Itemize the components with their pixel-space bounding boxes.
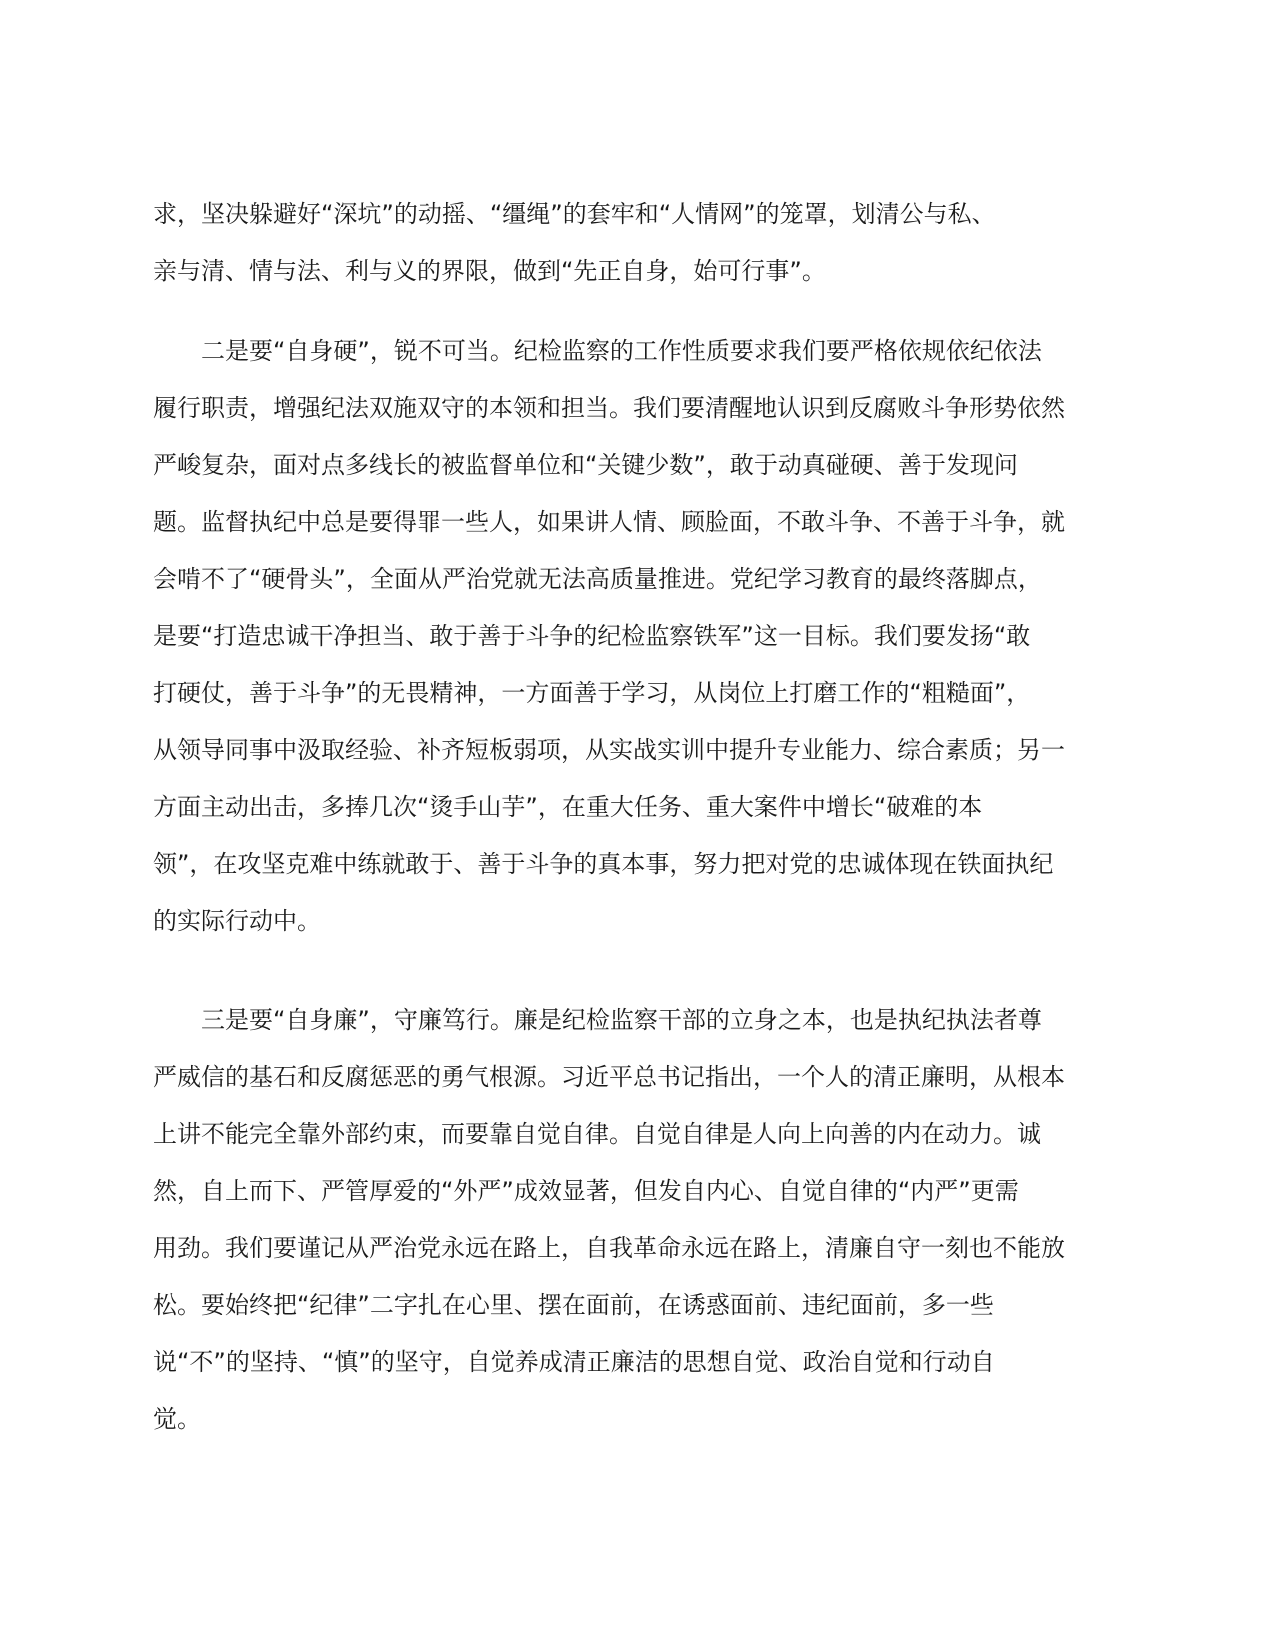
text-line: 说“不”的坚持、“慎”的坚守，自觉养成清正廉洁的思想自觉、政治自觉和行动自 (153, 1348, 995, 1376)
text-line: 是要“打造忠诚干净担当、敢于善于斗争的纪检监察铁军”这一目标。我们要发扬“敢 (153, 622, 1031, 650)
text-line: 二是要“自身硬”，锐不可当。纪检监察的工作性质要求我们要严格依规依纪依法 (153, 337, 1042, 365)
text-line: 亲与清、情与法、利与义的界限，做到“先正自身，始可行事”。 (153, 257, 826, 285)
text-line: 领”，在攻坚克难中练就敢于、善于斗争的真本事，努力把对党的忠诚体现在铁面执纪 (153, 850, 1054, 878)
text-line: 求，坚决躲避好“深坑”的动摇、“缰绳”的套牢和“人情网”的笼罩，划清公与私、 (153, 200, 996, 228)
text-line: 履行职责，增强纪法双施双守的本领和担当。我们要清醒地认识到反腐败斗争形势依然 (153, 394, 1065, 422)
text-line: 会啃不了“硬骨头”，全面从严治党就无法高质量推进。党纪学习教育的最终落脚点， (153, 565, 1042, 593)
text-line: 用劲。我们要谨记从严治党永远在路上，自我革命永远在路上，清廉自守一刻也不能放 (153, 1234, 1065, 1262)
text-line: 的实际行动中。 (153, 907, 321, 935)
text-line: 松。要始终把“纪律”二字扎在心里、摆在面前，在诱惑面前、违纪面前，多一些 (153, 1291, 994, 1319)
paragraph-1 (153, 186, 1113, 300)
text-line: 方面主动出击，多捧几次“烫手山芋”，在重大任务、重大案件中增长“破难的本 (153, 793, 983, 821)
text-line: 然，自上而下、严管厚爱的“外严”成效显著，但发自内心、自觉自律的“内严”更需 (153, 1177, 1019, 1205)
text-line: 打硬仗，善于斗争”的无畏精神，一方面善于学习，从岗位上打磨工作的“粗糙面”， (153, 679, 1031, 707)
paragraph-2 (153, 323, 1113, 950)
text-line: 题。监督执纪中总是要得罪一些人，如果讲人情、顾脸面，不敢斗争、不善于斗争，就 (153, 508, 1065, 536)
text-line: 上讲不能完全靠外部约束，而要靠自觉自律。自觉自律是人向上向善的内在动力。诚 (153, 1120, 1041, 1148)
text-line: 严威信的基石和反腐惩恶的勇气根源。习近平总书记指出，一个人的清正廉明，从根本 (153, 1063, 1065, 1091)
text-line: 从领导同事中汲取经验、补齐短板弱项，从实战实训中提升专业能力、综合素质；另一 (153, 736, 1065, 764)
text-line: 严峻复杂，面对点多线长的被监督单位和“关键少数”，敢于动真碰硬、善于发现问 (153, 451, 1018, 479)
text-line: 觉。 (153, 1405, 201, 1433)
text-line: 三是要“自身廉”，守廉笃行。廉是纪检监察干部的立身之本，也是执纪执法者尊 (153, 1006, 1042, 1034)
paragraph-3 (153, 992, 1113, 1448)
